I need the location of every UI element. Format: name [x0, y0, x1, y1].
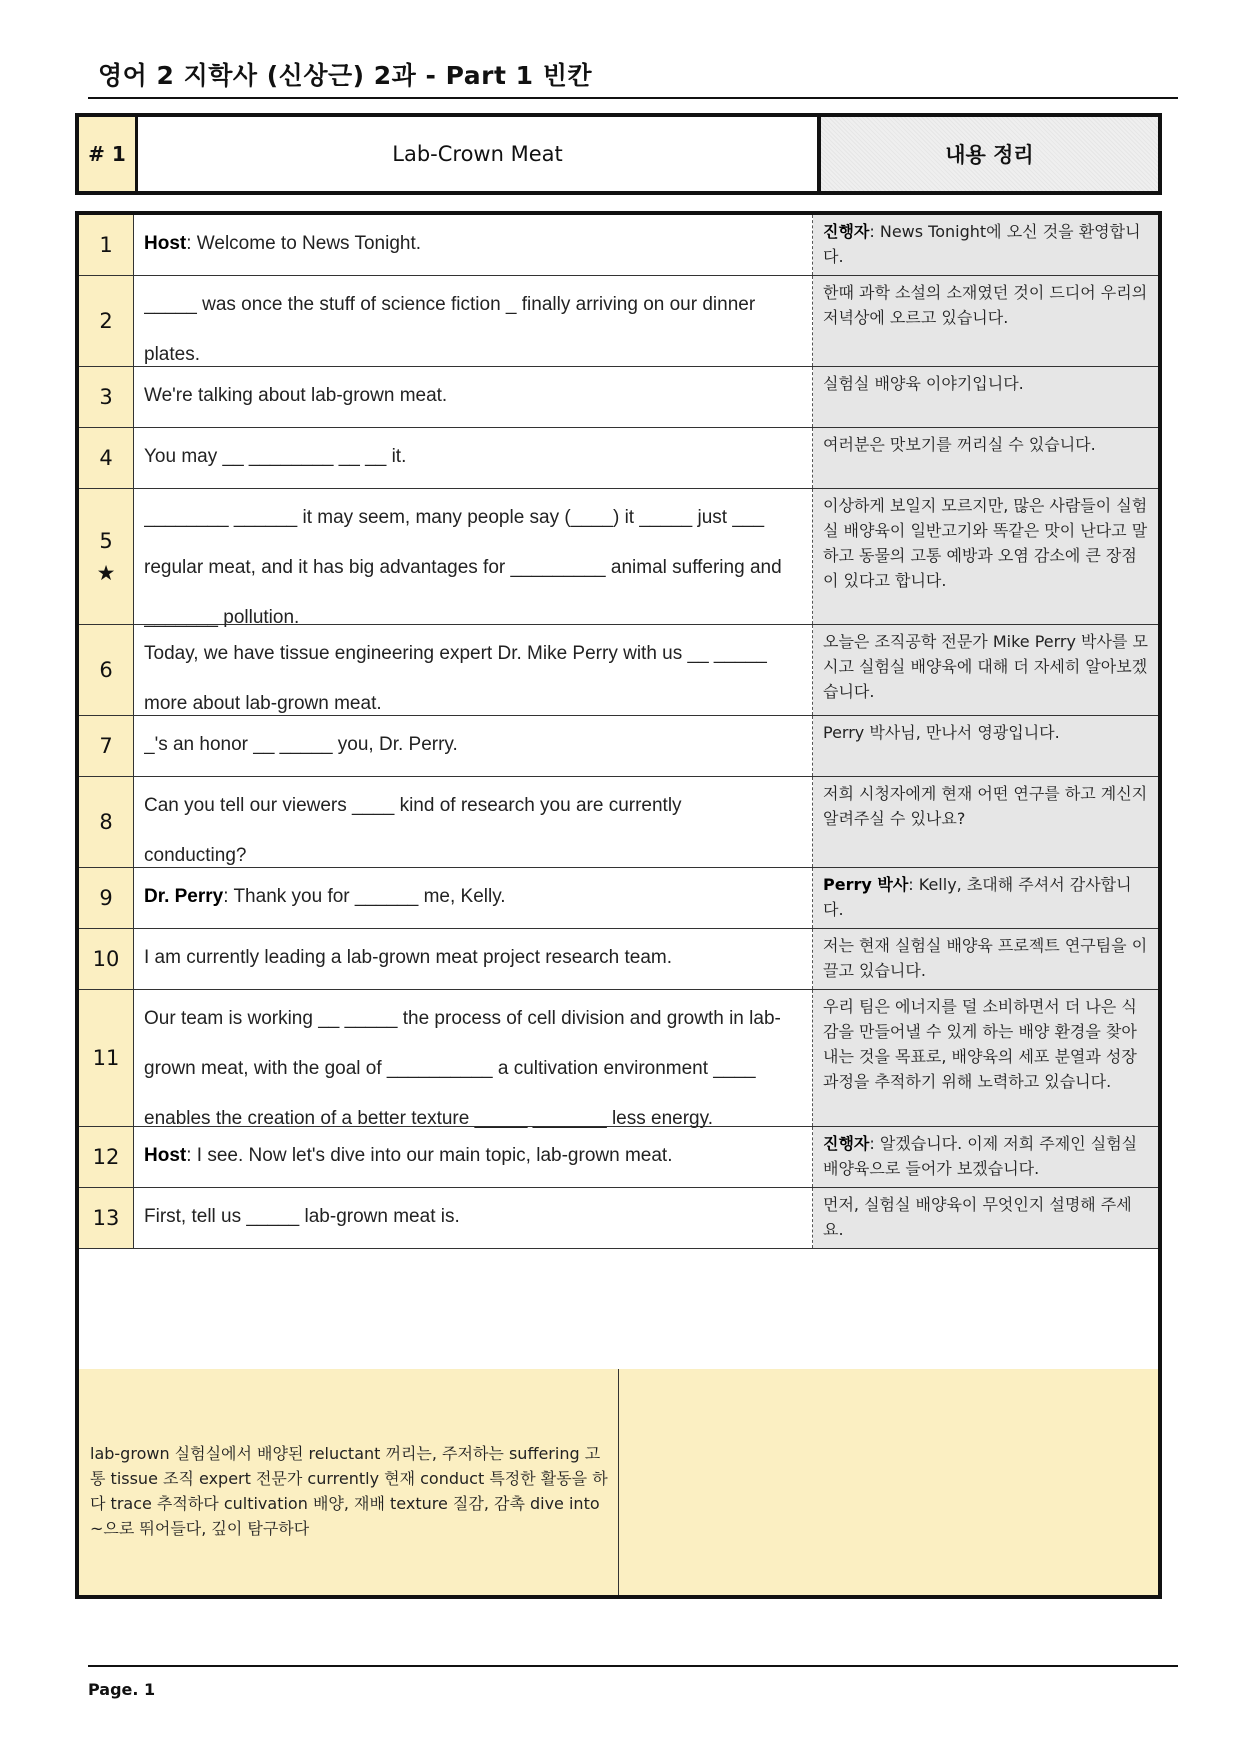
sentence-row: [79, 929, 1158, 990]
sentence-text: Today, we have tissue engineering expert Dr. Mike Perry with us __ _____: [144, 643, 767, 664]
sentence-line: [144, 933, 802, 983]
sentence-text: enables the creation of a better texture _____ _______ less energy.: [144, 1108, 713, 1129]
english-sentence: [134, 929, 813, 989]
translation-text: 오늘은 조직공학 전문가 Mike Perry 박사를 모시고 실험실 배양육에 대해 더 자세히 알아보겠습니다.: [823, 632, 1148, 701]
speaker-label: Host: [144, 1145, 187, 1166]
vocab-box: [79, 1369, 1158, 1595]
sentence-row: [79, 1127, 1158, 1188]
translation-text: 우리 팀은 에너지를 덜 소비하면서 더 나은 식감을 만들어낼 수 있게 하는 배양 환경을 찾아내는 것을 목표로, 배양육의 세포 분열과 성장 과정을 추적하기 위해 노력하고 있습니다.: [823, 997, 1137, 1091]
lesson-number: # 1: [79, 117, 138, 191]
sentence-row: [79, 215, 1158, 276]
sentence-row: [79, 625, 1158, 716]
sentence-line: [144, 493, 802, 543]
korean-translation: [813, 777, 1158, 867]
english-sentence: [134, 777, 813, 867]
sentence-line: [144, 994, 802, 1044]
translation-text: 한때 과학 소설의 소재였던 것이 드디어 우리의 저녁상에 오르고 있습니다.: [823, 283, 1148, 327]
korean-translation: [813, 716, 1158, 776]
row-number: [79, 1188, 134, 1248]
translation-text: : News Tonight에 오신 것을 환영합니다.: [823, 222, 1141, 266]
korean-translation: [813, 489, 1158, 624]
row-number-label: 1: [99, 233, 113, 257]
english-sentence: [134, 489, 813, 628]
korean-translation: [813, 990, 1158, 1126]
korean-translation: [813, 276, 1158, 366]
english-sentence: [134, 625, 813, 715]
row-number: [79, 367, 134, 427]
notes-area: [619, 1369, 1158, 1595]
sentence-line: [144, 720, 802, 770]
row-number-label: 6: [99, 658, 113, 682]
row-number: [79, 990, 134, 1126]
sentence-text: : Thank you for ______ me, Kelly.: [223, 886, 506, 907]
sentence-text: _______ pollution.: [144, 607, 300, 628]
sentence-line: [144, 629, 802, 679]
english-sentence: [134, 1127, 813, 1187]
lesson-title: Lab-Crown Meat: [138, 117, 821, 191]
row-number: [79, 215, 134, 275]
translation-text: 여러분은 맛보기를 꺼리실 수 있습니다.: [823, 435, 1096, 454]
sentence-row: [79, 367, 1158, 428]
english-sentence: [134, 428, 813, 488]
sentence-text: First, tell us _____ lab-grown meat is.: [144, 1206, 460, 1227]
row-number-label: 12: [92, 1145, 120, 1169]
row-number: [79, 276, 134, 366]
sentence-line: [144, 1192, 802, 1242]
sentence-row: [79, 276, 1158, 367]
row-number: [79, 1127, 134, 1187]
sentence-line: [144, 432, 802, 482]
sentence-line: [144, 543, 802, 593]
english-sentence: [134, 215, 813, 275]
english-sentence: [134, 990, 813, 1129]
row-number: [79, 428, 134, 488]
sentence-row: [79, 777, 1158, 868]
page-title: 영어 2 지학사 (신상근) 2과 - Part 1 빈칸: [98, 61, 592, 90]
row-number-label: 2: [99, 309, 113, 333]
row-number-label: 8: [99, 810, 113, 834]
page-number: Page. 1: [88, 1680, 156, 1699]
translation-text: 저희 시청자에게 현재 어떤 연구를 하고 계신지 알려주실 수 있나요?: [823, 784, 1148, 828]
korean-translation: [813, 929, 1158, 989]
korean-translation: [813, 367, 1158, 427]
sentence-row: [79, 489, 1158, 628]
sentence-text: ________ ______ it may seem, many people say (____) it _____ just ___: [144, 507, 765, 528]
sentence-line: [144, 1044, 802, 1094]
speaker-label: Perry 박사: [823, 875, 909, 894]
sentence-text: : I see. Now let's dive into our main topic, lab-grown meat.: [186, 1145, 673, 1166]
lesson-header: [75, 113, 1162, 195]
translation-text: Perry 박사님, 만나서 영광입니다.: [823, 723, 1060, 742]
english-sentence: [134, 1188, 813, 1248]
translation-text: 저는 현재 실험실 배양육 프로젝트 연구팀을 이끌고 있습니다.: [823, 936, 1148, 980]
star-icon: ★: [96, 560, 116, 585]
row-number-label: 13: [92, 1206, 120, 1230]
row-number-label: 10: [92, 947, 120, 971]
row-number: [79, 489, 134, 624]
row-number: [79, 868, 134, 928]
korean-translation: [813, 1188, 1158, 1248]
translation-text: : 알겠습니다. 이제 저희 주제인 실험실 배양육으로 들어가 보겠습니다.: [823, 1134, 1138, 1178]
sentence-row: [79, 868, 1158, 929]
speaker-label: Host: [144, 233, 187, 254]
korean-translation: [813, 428, 1158, 488]
english-sentence: [134, 716, 813, 776]
korean-translation: [813, 625, 1158, 715]
sentence-line: [144, 219, 802, 269]
summary-heading: 내용 정리: [821, 117, 1158, 191]
sentence-line: [144, 371, 802, 421]
korean-translation: [813, 215, 1158, 275]
sentence-text: You may __ ________ __ __ it.: [144, 446, 407, 467]
footer-divider: [88, 1665, 1178, 1667]
sentence-line: [144, 872, 802, 922]
korean-translation: [813, 868, 1158, 928]
speaker-label: 진행자: [823, 1134, 870, 1153]
sentence-line: [144, 781, 802, 831]
english-sentence: [134, 367, 813, 427]
translation-text: 실험실 배양육 이야기입니다.: [823, 374, 1024, 393]
translation-text: 이상하게 보일지 모르지만, 많은 사람들이 실험실 배양육이 일반고기와 똑같은 맛이 난다고 말하고 동물의 고통 예방과 오염 감소에 큰 장점이 있다고 합니다.: [823, 496, 1148, 590]
title-divider: [88, 97, 1178, 99]
sentence-row: [79, 716, 1158, 777]
english-sentence: [134, 276, 813, 366]
sentence-text: We're talking about lab-grown meat.: [144, 385, 448, 406]
sentence-text: I am currently leading a lab-grown meat project research team.: [144, 947, 673, 968]
sentence-text: plates.: [144, 344, 200, 365]
sentence-text: _____ was once the stuff of science fiction _ finally arriving on our dinner: [144, 294, 756, 315]
row-number-label: 5: [99, 528, 113, 553]
sentence-text: Can you tell our viewers ____ kind of research you are currently: [144, 795, 682, 816]
sentence-text: _'s an honor __ _____ you, Dr. Perry.: [144, 734, 458, 755]
sentence-line: [144, 280, 802, 330]
sentence-text: Our team is working __ _____ the process of cell division and growth in lab-: [144, 1008, 781, 1029]
sentence-row: [79, 428, 1158, 489]
sentence-line: [144, 1131, 802, 1181]
sentence-text: grown meat, with the goal of __________ a cultivation environment ____: [144, 1058, 756, 1079]
translation-text: : Kelly, 초대해 주셔서 감사합니다.: [823, 875, 1132, 919]
translation-text: 먼저, 실험실 배양육이 무엇인지 설명해 주세요.: [823, 1195, 1132, 1239]
speaker-label: Dr. Perry: [144, 886, 224, 907]
vocab-list: lab-grown 실험실에서 배양된 reluctant 꺼리는, 주저하는 suffering 고통 tissue 조직 expert 전문가 currently 현재 conduct 특정한 활동을 하다 trace 추적하다 cultivation 배양, 재배 texture 질감, 감촉 dive into ~으로 뛰어들다, 깊이 탐구하다: [79, 1369, 619, 1595]
sentence-text: more about lab-grown meat.: [144, 693, 382, 714]
row-number: [79, 625, 134, 715]
row-number-label: 3: [99, 385, 113, 409]
sentence-row: [79, 1188, 1158, 1249]
sentence-text: regular meat, and it has big advantages for _________ animal suffering and: [144, 557, 782, 578]
english-sentence: [134, 868, 813, 928]
sentence-row: [79, 990, 1158, 1127]
row-number: [79, 929, 134, 989]
row-number: [79, 716, 134, 776]
row-number: [79, 777, 134, 867]
sentence-table: [75, 211, 1162, 1599]
korean-translation: [813, 1127, 1158, 1187]
row-number-label: 9: [99, 886, 113, 910]
row-number-label: 7: [99, 734, 113, 758]
row-number-label: 11: [92, 1046, 120, 1070]
sentence-text: conducting?: [144, 845, 247, 866]
row-number-label: 4: [99, 446, 113, 470]
speaker-label: 진행자: [823, 222, 870, 241]
sentence-text: : Welcome to News Tonight.: [186, 233, 422, 254]
